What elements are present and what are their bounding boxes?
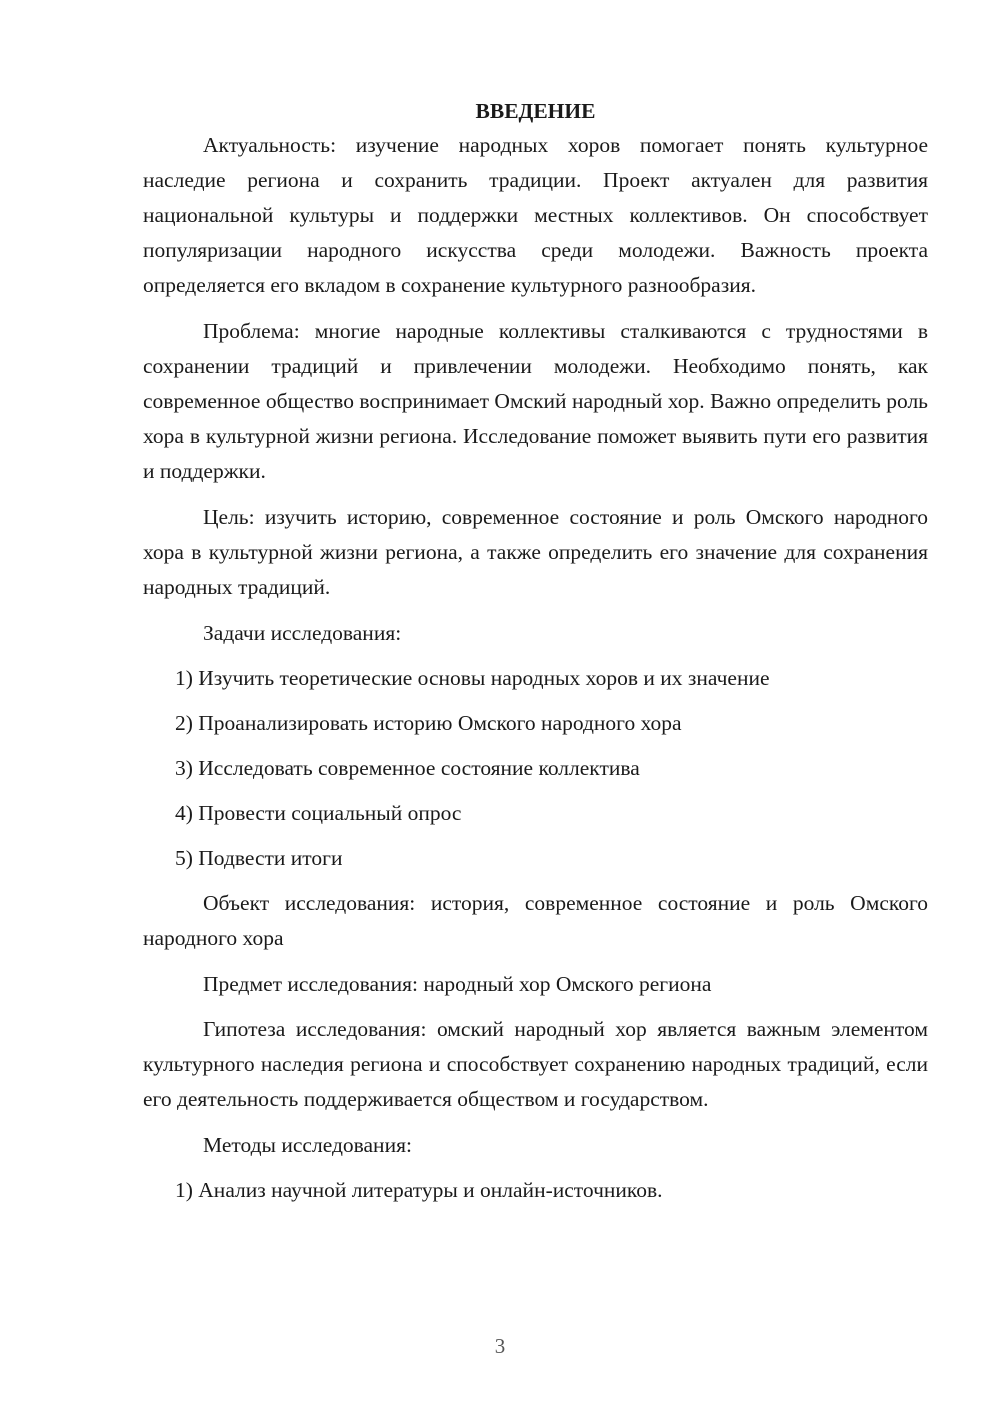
section-title: ВВЕДЕНИЕ — [475, 99, 596, 123]
paragraph-goal: Цель: изучить историю, современное состояние и роль Омского народного хора в культурной жизни региона, а также определить его значение для сохранения народных традиций. — [143, 505, 928, 599]
paragraph-problem: Проблема: многие народные коллективы сталкиваются с трудностями в сохранении традиций и привлечении молодежи. Необходимо понять, как современное общество воспринимает Омский народный хор. Важно определить роль хора в культурной жизни региона. Исследование поможет выявить пути его развития и поддержки. — [143, 319, 928, 483]
page-number: 3 — [494, 1334, 506, 1358]
tasks-heading: Задачи исследования: — [203, 621, 402, 645]
list-item: 2) Проанализировать историю Омского народного хора — [175, 711, 682, 735]
paragraph-object: Объект исследования: история, современное состояние и роль Омского народного хора — [143, 891, 928, 950]
methods-list — [143, 1173, 928, 1208]
paragraph-subject: Предмет исследования: народный хор Омского региона — [203, 972, 712, 996]
paragraph-hypothesis: Гипотеза исследования: омский народный хор является важным элементом культурного наследия региона и способствует сохранению народных традиций, если его деятельность поддерживается обществом и государством. — [143, 1017, 928, 1111]
list-item: 1) Изучить теоретические основы народных хоров и их значение — [175, 666, 770, 690]
tasks-list — [143, 661, 928, 876]
paragraph-relevance: Актуальность: изучение народных хоров помогает понять культурное наследие региона и сохранить традиции. Проект актуален для развития национальной культуры и поддержки местных коллективов. Он способствует популяризации народного искусства среди молодежи. Важность проекта определяется его вкладом в сохранение культурного разнообразия. — [143, 133, 928, 297]
list-item: 1) Анализ научной литературы и онлайн-источников. — [175, 1178, 663, 1202]
document-page — [143, 94, 928, 1218]
list-item: 3) Исследовать современное состояние коллектива — [175, 756, 640, 780]
list-item: 5) Подвести итоги — [175, 846, 343, 870]
list-item: 4) Провести социальный опрос — [175, 801, 462, 825]
methods-heading: Методы исследования: — [203, 1133, 412, 1157]
